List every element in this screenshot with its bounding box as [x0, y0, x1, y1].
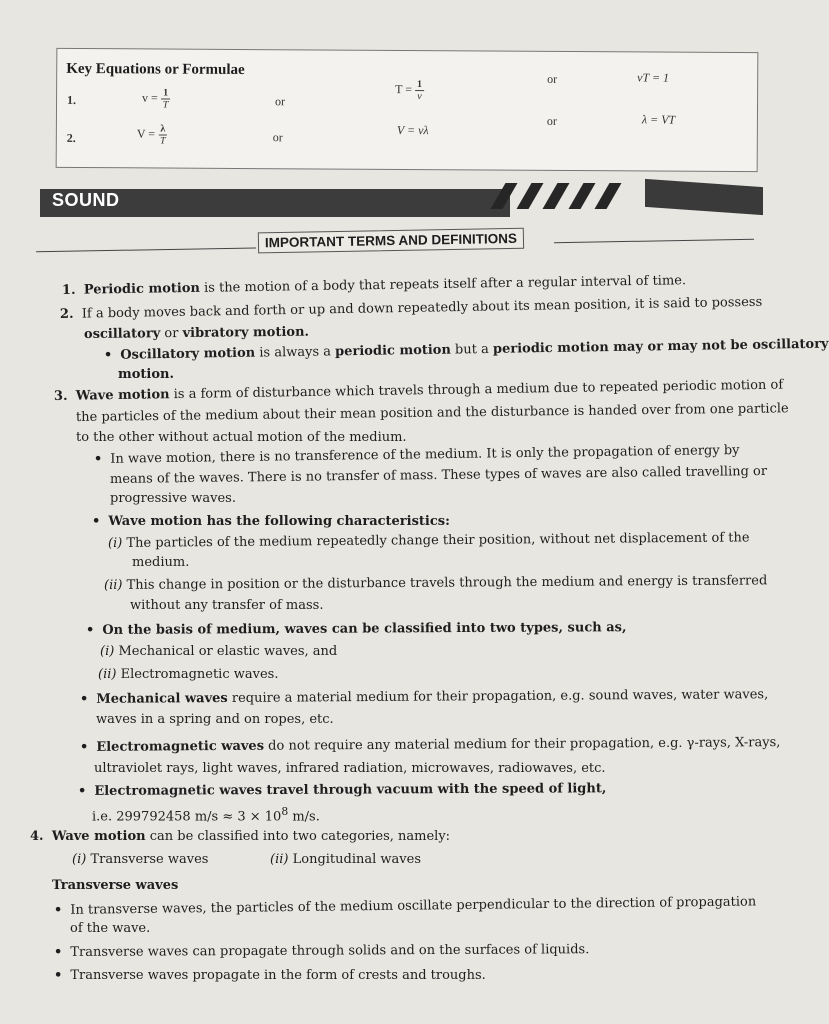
item-text: Transverse waves can propagate through solids and on the surfaces of liquids. — [70, 942, 590, 960]
item-3-sub-1 — [108, 530, 750, 552]
item-4-categories — [72, 852, 208, 868]
item-number: 1. — [61, 282, 76, 298]
item-number: 3. — [53, 388, 68, 404]
term-periodic-motion: periodic motion — [334, 342, 451, 360]
item-3-bullet-1-line-2: means of the waves. There is no transfer of mass. These types of waves are also called travelling or — [109, 463, 768, 487]
item-3-bullet-2: • Wave motion has the following characteristics: — [92, 514, 450, 529]
eq-lhs: v = — [142, 90, 158, 105]
item-number: 4. — [30, 829, 44, 844]
speed-of-light-value — [92, 804, 320, 825]
item-3-line-3: to the other without actual motion of the medium. — [76, 430, 407, 445]
item-3-bullet-5-line-2: ultraviolet rays, light waves, infrared radiation, microwaves, radiowaves, etc. — [94, 761, 606, 776]
eq-denominator: T — [162, 99, 169, 111]
exponent: 8 — [281, 805, 289, 818]
item-text: is a form of disturbance which travels through a medium due to repeated periodic motion of — [169, 377, 784, 403]
term-wave-motion: Wave motion — [51, 829, 146, 844]
item-3-bullet-1-line-3: progressive waves. — [110, 491, 236, 506]
item-text: If a body moves back and forth or up and down repeatedly about its mean position, it is said to possess — [81, 294, 763, 322]
transverse-bullet-3: • Transverse waves propagate in the form of crests and troughs. — [54, 968, 486, 983]
term-periodic-motion-note: periodic motion may or may not be oscillatory — [492, 336, 829, 357]
eq-lhs: V = — [136, 126, 156, 141]
eq-period-formula — [395, 79, 424, 102]
item-text: Mechanical or elastic waves, and — [118, 644, 338, 659]
section-heading — [36, 222, 756, 265]
eq-or: or — [275, 94, 286, 109]
item-text: but a — [450, 341, 494, 358]
chapter-title: SOUND — [52, 190, 120, 210]
item-4-categories-2 — [270, 852, 421, 868]
eq-frequency-formula — [142, 87, 170, 110]
item-text: On the basis of medium, waves can be classified into two types, such as, — [102, 620, 627, 638]
category-transverse: Transverse waves — [90, 852, 209, 867]
item-3-bullet-4: • Mechanical waves require a material medium for their propagation, e.g. sound waves, water waves, — [79, 687, 769, 707]
eq-numerator: 1 — [415, 79, 424, 91]
item-4 — [30, 829, 450, 845]
term-oscillatory: oscillatory — [83, 326, 161, 342]
item-text: The particles of the medium repeatedly change their position, without net displacement of the — [126, 530, 750, 551]
item-text: Electromagnetic waves. — [120, 667, 279, 682]
transverse-bullet-2: • Transverse waves can propagate through solids and on the surfaces of liquids. — [53, 942, 590, 960]
item-text: or — [160, 325, 183, 342]
item-3-line-2: the particles of the medium about their mean position and the disturbance is handed over from one particle — [75, 401, 789, 425]
item-text: is always a — [255, 344, 336, 361]
sub-number: (i) — [100, 644, 115, 659]
item-text: Electromagnetic waves travel through vacuum with the speed of light, — [94, 781, 607, 799]
chapter-banner — [40, 183, 760, 219]
item-text: Wave motion has the following characteristics: — [108, 514, 450, 529]
item-text: do not require any material medium for their propagation, e.g. γ-rays, X-rays, — [263, 735, 781, 754]
eq-denominator: v — [417, 91, 422, 103]
item-2-bullet-1: • Oscillatory motion is always a periodic motion but a periodic motion may or may not be oscillatory — [103, 336, 829, 363]
eq-lhs: T = — [395, 82, 413, 97]
item-text: require a material medium for their propagation, e.g. sound waves, water waves, — [227, 687, 769, 706]
key-equations-box — [56, 48, 759, 172]
item-2-line-2 — [84, 325, 309, 343]
section-heading-text: IMPORTANT TERMS AND DEFINITIONS — [258, 228, 524, 254]
transverse-bullet-1: • In transverse waves, the particles of the medium oscillate perpendicular to the direction of propagation — [53, 894, 757, 918]
eq-v-lambda-formula: V = vλ — [396, 122, 429, 138]
banner-stripe — [568, 183, 595, 209]
transverse-bullet-1-line-2: of the wave. — [70, 921, 151, 936]
eq-or: or — [272, 130, 283, 145]
item-2-bullet-1-line-2: motion. — [118, 367, 175, 382]
item-3-bullet-3-sub-1 — [100, 644, 337, 660]
banner-stripe — [594, 183, 621, 209]
key-equations-title: Key Equations or Formulae — [66, 60, 245, 79]
item-number: 2. — [59, 306, 74, 322]
eq-vt-formula: vT = 1 — [637, 70, 670, 85]
item-3-bullet-4-line-2: waves in a spring and on ropes, etc. — [96, 712, 334, 727]
item-3-bullet-3-sub-2 — [98, 667, 278, 683]
eq-numerator: 1 — [161, 87, 170, 99]
sub-number: (i) — [72, 852, 87, 867]
item-text: In transverse waves, the particles of the medium oscillate perpendicular to the direction of propagation — [70, 894, 757, 918]
eq-row2-number: 2. — [66, 130, 76, 145]
item-1 — [62, 273, 686, 299]
item-text: This change in position or the disturbance travels through the medium and energy is transferred — [126, 573, 768, 593]
eq-numerator: λ — [158, 123, 167, 135]
eq-or: or — [546, 113, 557, 128]
category-longitudinal: Longitudinal waves — [292, 852, 421, 867]
item-3-sub-2-line-2: without any transfer of mass. — [130, 598, 324, 613]
item-text: can be classified into two categories, namely: — [145, 829, 451, 844]
term-electromagnetic-waves: Electromagnetic waves — [96, 738, 265, 755]
item-text: is the motion of a body that repeats itself after a regular interval of time. — [199, 273, 687, 296]
sub-number: (ii) — [270, 852, 289, 867]
eq-row1-number: 1. — [67, 92, 77, 107]
item-3-bullet-5: • Electromagnetic waves do not require any material medium for their propagation, e.g. γ-rays, X-rays, — [79, 735, 781, 755]
banner-tail — [645, 179, 763, 215]
item-3-bullet-1: • In wave motion, there is no transference of the medium. It is only the propagation of energy by — [93, 442, 740, 467]
sub-number: (ii) — [103, 577, 123, 593]
item-3-sub-2 — [104, 573, 767, 594]
heading-rule-right — [554, 239, 754, 243]
item-2 — [60, 295, 762, 323]
item-text: Transverse waves propagate in the form of crests and troughs. — [70, 968, 486, 983]
item-3-bullet-3: • On the basis of medium, waves can be classified into two types, such as, — [85, 620, 627, 638]
sub-number: (i) — [107, 535, 123, 551]
item-text: In wave motion, there is no transference of the medium. It is only the propagation of energy by — [110, 442, 740, 467]
item-3-sub-1-line-2: medium. — [132, 555, 190, 570]
eq-or: or — [547, 71, 558, 86]
banner-stripe — [542, 183, 569, 209]
term-mechanical-waves: Mechanical waves — [96, 690, 228, 707]
item-text: m/s. — [288, 809, 320, 825]
term-vibratory-motion: vibratory motion. — [182, 324, 310, 341]
eq-denominator: T — [159, 135, 166, 147]
item-3-bullet-6: • Electromagnetic waves travel through vacuum with the speed of light, — [77, 781, 607, 799]
eq-lambda-formula: λ = VT — [641, 112, 676, 127]
heading-rule-left — [36, 247, 256, 252]
eq-wave-speed-formula — [137, 123, 168, 146]
item-text: i.e. 299792458 m/s ≈ 3 × 10 — [92, 809, 282, 825]
term-periodic-motion: Periodic motion — [83, 280, 201, 298]
sub-number: (ii) — [98, 667, 117, 682]
transverse-waves-heading: Transverse waves — [52, 878, 179, 893]
banner-stripe — [516, 183, 543, 209]
term-wave-motion: Wave motion — [75, 387, 170, 404]
term-oscillatory-motion: Oscillatory motion — [120, 345, 256, 363]
